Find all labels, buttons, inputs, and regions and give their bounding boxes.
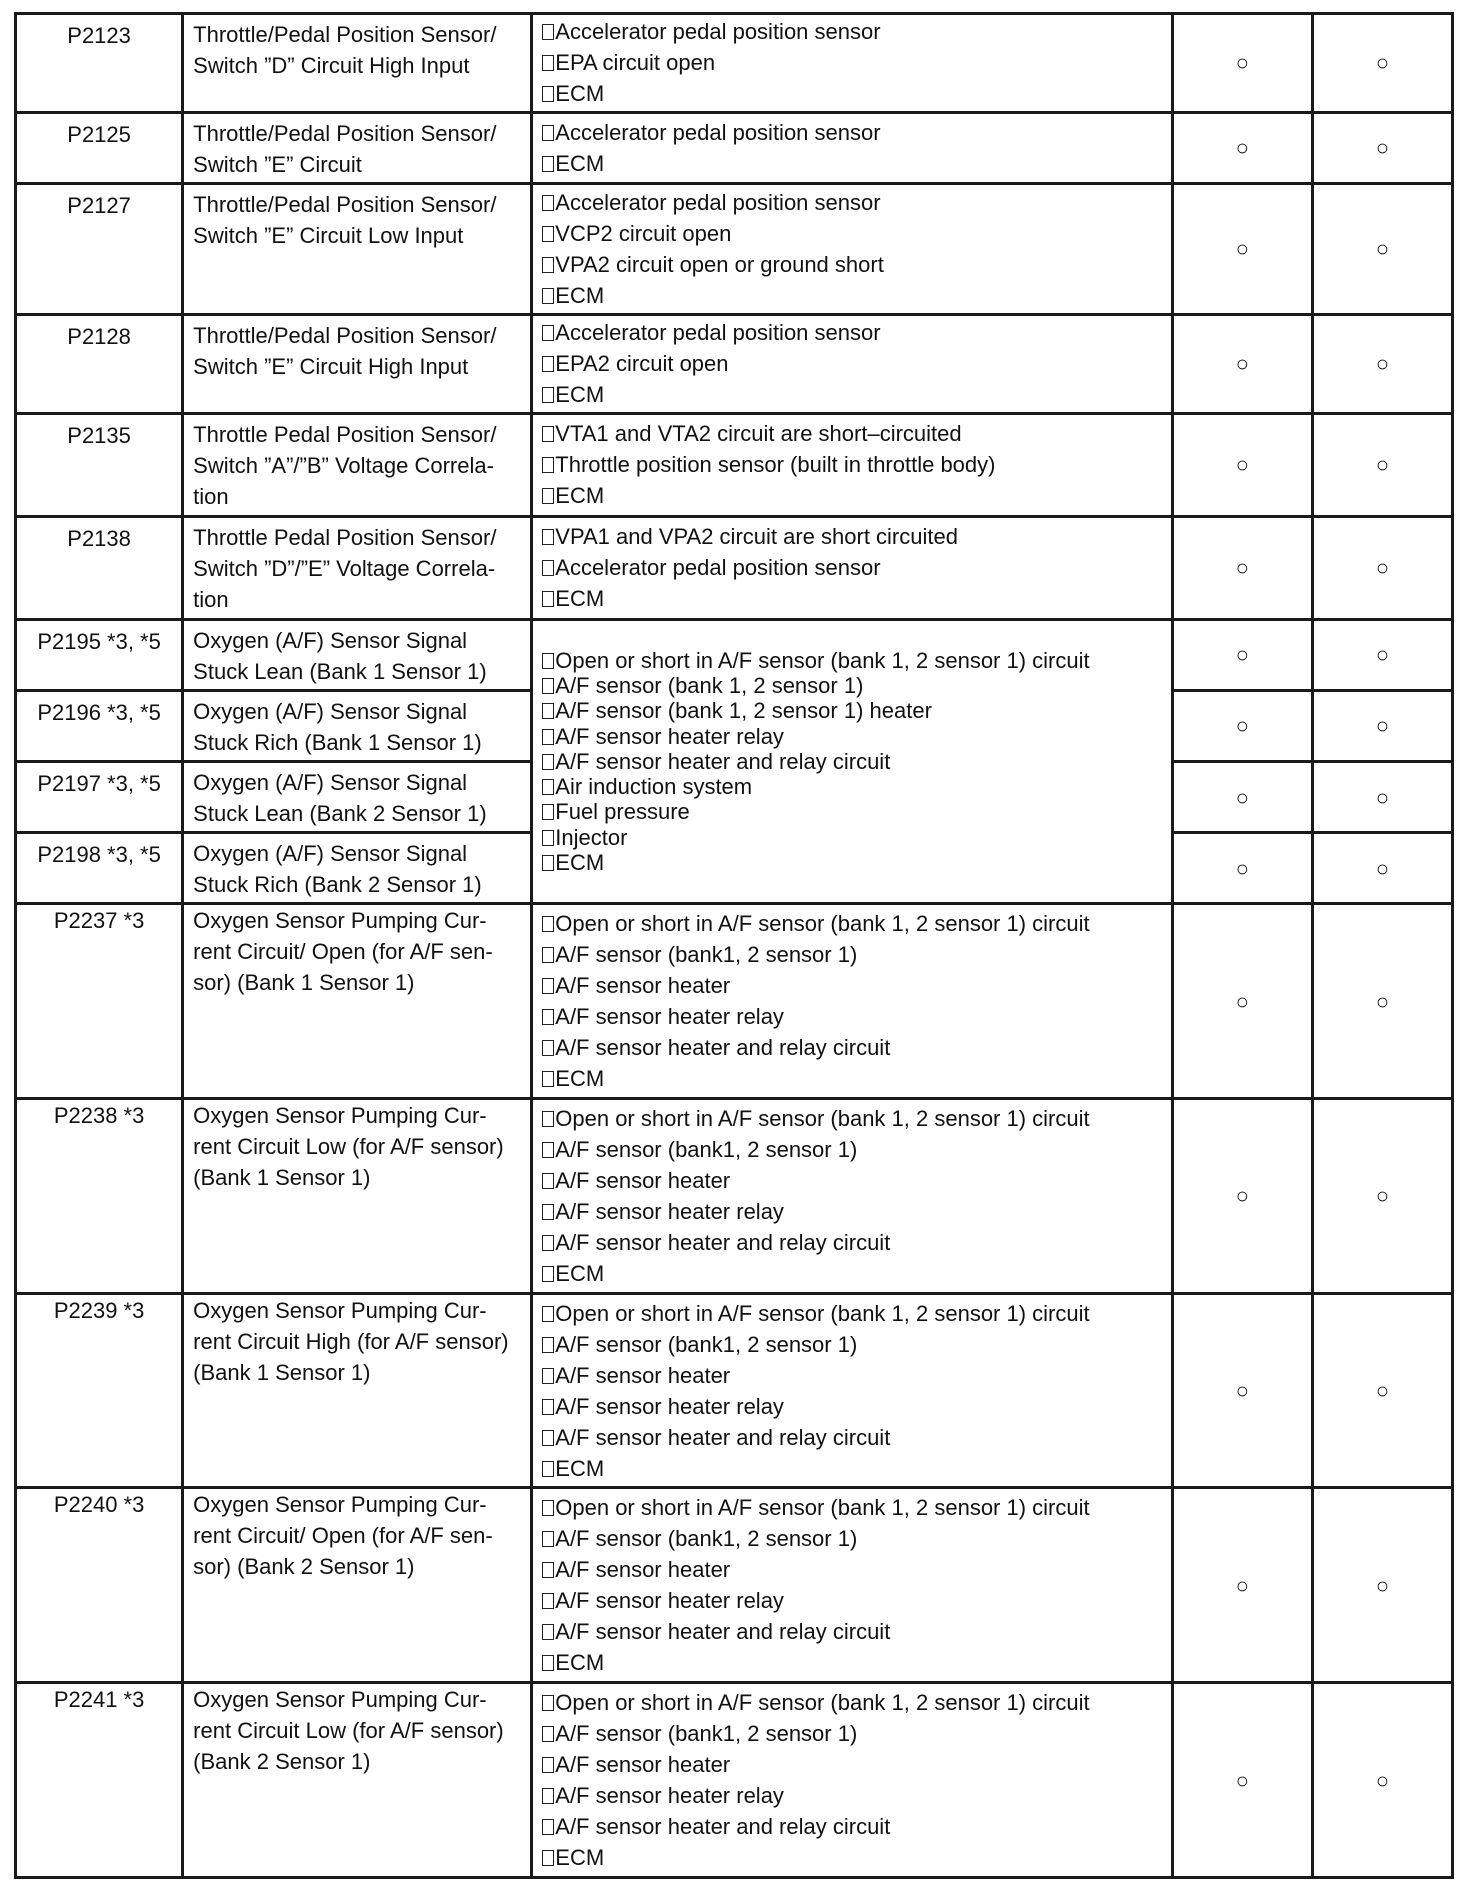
trouble-area-item: [542, 970, 1170, 1001]
detection-item-line: Oxygen Sensor Pumping Cur-: [193, 1492, 487, 1518]
trouble-area-text: A/F sensor (bank 1, 2 sensor 1): [555, 672, 864, 698]
checkbox-square-icon: [542, 488, 554, 504]
trouble-area-item: [542, 1554, 1170, 1585]
memory-circle-icon: ○: [1312, 1098, 1452, 1293]
table-row: [16, 1293, 1453, 1488]
trouble-area-item: [542, 850, 1170, 875]
dtc-table: [14, 12, 1454, 1879]
checkbox-square-icon: [542, 830, 554, 846]
mil-circle-icon: ○: [1172, 184, 1312, 315]
detection-item-line: Switch ”A”/”B” Voltage Correla-: [193, 452, 494, 478]
checkbox-square-icon: [542, 1788, 554, 1804]
mil-circle-icon: ○: [1172, 1293, 1312, 1488]
checkbox-square-icon: [542, 1655, 554, 1671]
detection-item: [183, 833, 532, 904]
checkbox-square-icon: [542, 703, 554, 719]
trouble-area-item: [542, 187, 1170, 218]
dtc-code: P2198 *3, *5: [16, 833, 183, 904]
mil-circle-icon: ○: [1172, 112, 1312, 183]
memory-circle-icon: ○: [1312, 833, 1452, 904]
checkbox-square-icon: [542, 1266, 554, 1282]
checkbox-square-icon: [542, 387, 554, 403]
mil-circle-icon: ○: [1172, 619, 1312, 690]
dtc-code: P2128: [16, 314, 183, 413]
trouble-area-text: A/F sensor heater relay: [555, 1004, 784, 1030]
detection-item-line: sor) (Bank 2 Sensor 1): [193, 1554, 415, 1580]
trouble-area-text: VPA2 circuit open or ground short: [555, 251, 884, 277]
trouble-area-text: Accelerator pedal position sensor: [555, 555, 881, 581]
checkbox-square-icon: [542, 1850, 554, 1866]
trouble-area-text: A/F sensor heater and relay circuit: [555, 748, 891, 774]
trouble-area: [532, 1098, 1172, 1293]
detection-item-line: rent Circuit High (for A/F sensor): [193, 1328, 509, 1354]
trouble-area-item: [542, 1298, 1170, 1329]
trouble-area-item: [542, 1063, 1170, 1094]
detection-item-line: Oxygen Sensor Pumping Cur-: [193, 1102, 487, 1128]
table-row: [16, 14, 1453, 113]
table-row: [16, 1683, 1453, 1878]
trouble-area-text: Accelerator pedal position sensor: [555, 19, 881, 45]
trouble-area: [532, 112, 1172, 183]
mil-circle-icon: ○: [1172, 413, 1312, 516]
checkbox-square-icon: [542, 1531, 554, 1547]
memory-circle-icon: ○: [1312, 14, 1452, 113]
trouble-area-text: A/F sensor (bank1, 2 sensor 1): [555, 942, 858, 968]
checkbox-square-icon: [542, 1726, 554, 1742]
trouble-area-text: A/F sensor (bank1, 2 sensor 1): [555, 1721, 858, 1747]
trouble-area-text: Accelerator pedal position sensor: [555, 119, 881, 145]
trouble-area-text: Air induction system: [555, 774, 753, 800]
detection-item: [183, 314, 532, 413]
dtc-code: P2195 *3, *5: [16, 619, 183, 690]
trouble-area-text: A/F sensor heater and relay circuit: [555, 1814, 891, 1840]
trouble-area-text: A/F sensor heater relay: [555, 1588, 784, 1614]
checkbox-square-icon: [542, 529, 554, 545]
memory-circle-icon: ○: [1312, 904, 1452, 1099]
trouble-area-item: [542, 1718, 1170, 1749]
trouble-area-item: [542, 799, 1170, 824]
detection-item-line: sor) (Bank 1 Sensor 1): [193, 970, 415, 996]
trouble-area-item: [542, 1329, 1170, 1360]
dtc-code: P2135: [16, 413, 183, 516]
memory-circle-icon: ○: [1312, 1683, 1452, 1878]
mil-circle-icon: ○: [1172, 1683, 1312, 1878]
detection-item-line: Switch ”E” Circuit: [193, 151, 362, 177]
detection-item-line: Oxygen (A/F) Sensor Signal: [193, 627, 468, 653]
detection-item: [183, 1293, 532, 1488]
trouble-area-item: [542, 480, 1170, 511]
detection-item-line: rent Circuit Low (for A/F sensor): [193, 1133, 504, 1159]
mil-circle-icon: ○: [1172, 904, 1312, 1099]
trouble-area-text: A/F sensor heater: [555, 1167, 731, 1193]
trouble-area: [532, 14, 1172, 113]
trouble-area-item: [542, 1227, 1170, 1258]
detection-item-line: Switch ”E” Circuit High Input: [193, 353, 469, 379]
memory-circle-icon: ○: [1312, 516, 1452, 619]
mil-circle-icon: ○: [1172, 690, 1312, 761]
detection-item: [183, 516, 532, 619]
trouble-area-item: [542, 280, 1170, 311]
memory-circle-icon: ○: [1312, 413, 1452, 516]
checkbox-square-icon: [542, 560, 554, 576]
trouble-area-item: [542, 1749, 1170, 1780]
trouble-area-item: [542, 218, 1170, 249]
trouble-area-item: [542, 249, 1170, 280]
trouble-area-item: [542, 1422, 1170, 1453]
trouble-area-text: A/F sensor heater and relay circuit: [555, 1424, 891, 1450]
checkbox-square-icon: [542, 1204, 554, 1220]
trouble-area-text: EPA circuit open: [555, 50, 716, 76]
trouble-area-item: [542, 724, 1170, 749]
trouble-area-item: [542, 1453, 1170, 1484]
checkbox-square-icon: [542, 678, 554, 694]
trouble-area-item: [542, 379, 1170, 410]
trouble-area-item: [542, 1523, 1170, 1554]
detection-item-line: Stuck Lean (Bank 1 Sensor 1): [193, 658, 487, 684]
trouble-area-item: [542, 418, 1170, 449]
detection-item-line: Throttle/Pedal Position Sensor/: [193, 22, 497, 47]
checkbox-square-icon: [542, 257, 554, 273]
trouble-area-text: A/F sensor heater and relay circuit: [555, 1229, 891, 1255]
trouble-area-text: ECM: [555, 850, 605, 876]
trouble-area-text: Accelerator pedal position sensor: [555, 320, 881, 346]
checkbox-square-icon: [542, 729, 554, 745]
detection-item: [183, 184, 532, 315]
trouble-area-item: [542, 1780, 1170, 1811]
memory-circle-icon: ○: [1312, 1293, 1452, 1488]
trouble-area-item: [542, 774, 1170, 799]
checkbox-square-icon: [542, 653, 554, 669]
checkbox-square-icon: [542, 55, 554, 71]
trouble-area: [532, 1488, 1172, 1683]
trouble-area: [532, 314, 1172, 413]
table-row: [16, 619, 1453, 690]
trouble-area-item: [542, 1616, 1170, 1647]
trouble-area-text: ECM: [555, 1260, 605, 1286]
trouble-area-text: Open or short in A/F sensor (bank 1, 2 sensor 1) circuit: [555, 1495, 1090, 1521]
checkbox-square-icon: [542, 978, 554, 994]
trouble-area-text: A/F sensor (bank 1, 2 sensor 1) heater: [555, 698, 932, 724]
mil-circle-icon: ○: [1172, 14, 1312, 113]
checkbox-square-icon: [542, 1399, 554, 1415]
trouble-area-text: A/F sensor heater: [555, 1752, 731, 1778]
checkbox-square-icon: [542, 426, 554, 442]
trouble-area-item: [542, 1842, 1170, 1873]
checkbox-square-icon: [542, 591, 554, 607]
trouble-area-item: [542, 1360, 1170, 1391]
detection-item-line: Throttle/Pedal Position Sensor/: [193, 322, 497, 348]
mil-circle-icon: ○: [1172, 833, 1312, 904]
checkbox-square-icon: [542, 1562, 554, 1578]
detection-item: [183, 904, 532, 1099]
trouble-area-text: ECM: [555, 81, 605, 107]
checkbox-square-icon: [542, 1500, 554, 1516]
mil-circle-icon: ○: [1172, 1098, 1312, 1293]
dtc-code: P2123: [16, 14, 183, 113]
detection-item-line: rent Circuit/ Open (for A/F sen-: [193, 939, 493, 965]
checkbox-square-icon: [542, 24, 554, 40]
dtc-table-body: [16, 14, 1453, 1878]
trouble-area: [532, 413, 1172, 516]
trouble-area-item: [542, 1811, 1170, 1842]
table-row: [16, 904, 1453, 1099]
trouble-area-item: [542, 698, 1170, 723]
detection-item-line: Stuck Lean (Bank 2 Sensor 1): [193, 801, 487, 827]
trouble-area-text: ECM: [555, 282, 605, 308]
checkbox-square-icon: [542, 1009, 554, 1025]
trouble-area-text: ECM: [555, 1455, 605, 1481]
detection-item-line: Throttle/Pedal Position Sensor/: [193, 120, 497, 146]
trouble-area-text: ECM: [555, 1650, 605, 1676]
dtc-code: P2127: [16, 184, 183, 315]
dtc-code: P2237 *3: [16, 904, 183, 1099]
detection-item-line: rent Circuit/ Open (for A/F sen-: [193, 1523, 493, 1549]
detection-item-line: Switch ”D” Circuit High Input: [193, 53, 470, 78]
trouble-area-item: [542, 1134, 1170, 1165]
detection-item-line: (Bank 2 Sensor 1): [193, 1749, 371, 1775]
trouble-area: [532, 619, 1172, 903]
trouble-area-text: Fuel pressure: [555, 799, 690, 825]
detection-item-line: (Bank 1 Sensor 1): [193, 1359, 371, 1385]
trouble-area-text: ECM: [555, 483, 605, 509]
trouble-area-text: ECM: [555, 150, 605, 176]
checkbox-square-icon: [542, 288, 554, 304]
checkbox-square-icon: [542, 1071, 554, 1087]
trouble-area-item: [542, 1032, 1170, 1063]
trouble-area-item: [542, 348, 1170, 379]
trouble-area-item: [542, 16, 1170, 47]
trouble-area-text: Open or short in A/F sensor (bank 1, 2 sensor 1) circuit: [555, 1300, 1090, 1326]
detection-item: [183, 619, 532, 690]
checkbox-square-icon: [542, 1624, 554, 1640]
trouble-area-item: [542, 1165, 1170, 1196]
checkbox-square-icon: [542, 457, 554, 473]
detection-item-line: Oxygen (A/F) Sensor Signal: [193, 841, 468, 867]
checkbox-square-icon: [542, 1306, 554, 1322]
dtc-code: P2125: [16, 112, 183, 183]
table-row: [16, 184, 1453, 315]
trouble-area-text: Open or short in A/F sensor (bank 1, 2 sensor 1) circuit: [555, 647, 1090, 673]
detection-item: [183, 762, 532, 833]
trouble-area-text: A/F sensor (bank1, 2 sensor 1): [555, 1136, 858, 1162]
table-row: [16, 1488, 1453, 1683]
detection-item-line: Throttle Pedal Position Sensor/: [193, 421, 497, 447]
detection-item: [183, 112, 532, 183]
trouble-area: [532, 904, 1172, 1099]
detection-item: [183, 1098, 532, 1293]
checkbox-square-icon: [542, 1819, 554, 1835]
detection-item-line: Throttle/Pedal Position Sensor/: [193, 192, 497, 217]
trouble-area-item: [542, 148, 1170, 179]
table-row: [16, 516, 1453, 619]
trouble-area-text: A/F sensor heater relay: [555, 723, 784, 749]
checkbox-square-icon: [542, 156, 554, 172]
checkbox-square-icon: [542, 916, 554, 932]
detection-item: [183, 14, 532, 113]
detection-item-line: Stuck Rich (Bank 1 Sensor 1): [193, 729, 482, 755]
checkbox-square-icon: [542, 125, 554, 141]
trouble-area-text: Injector: [555, 824, 628, 850]
checkbox-square-icon: [542, 1337, 554, 1353]
trouble-area-text: A/F sensor (bank1, 2 sensor 1): [555, 1526, 858, 1552]
checkbox-square-icon: [542, 1173, 554, 1189]
trouble-area-text: Open or short in A/F sensor (bank 1, 2 sensor 1) circuit: [555, 1690, 1090, 1716]
trouble-area-text: A/F sensor (bank1, 2 sensor 1): [555, 1331, 858, 1357]
detection-item-line: tion: [193, 483, 229, 509]
trouble-area-text: Open or short in A/F sensor (bank 1, 2 sensor 1) circuit: [555, 1105, 1090, 1131]
trouble-area-text: A/F sensor heater relay: [555, 1198, 784, 1224]
checkbox-square-icon: [542, 226, 554, 242]
trouble-area-item: [542, 317, 1170, 348]
trouble-area-text: A/F sensor heater relay: [555, 1783, 784, 1809]
trouble-area-item: [542, 1001, 1170, 1032]
checkbox-square-icon: [542, 1461, 554, 1477]
checkbox-square-icon: [542, 356, 554, 372]
checkbox-square-icon: [542, 195, 554, 211]
detection-item-line: Oxygen (A/F) Sensor Signal: [193, 698, 468, 724]
checkbox-square-icon: [542, 86, 554, 102]
memory-circle-icon: ○: [1312, 112, 1452, 183]
trouble-area-text: VCP2 circuit open: [555, 220, 732, 246]
memory-circle-icon: ○: [1312, 184, 1452, 315]
table-row: [16, 1098, 1453, 1293]
dtc-code: P2196 *3, *5: [16, 690, 183, 761]
checkbox-square-icon: [542, 325, 554, 341]
checkbox-square-icon: [542, 779, 554, 795]
memory-circle-icon: ○: [1312, 1488, 1452, 1683]
trouble-area-text: ECM: [555, 1066, 605, 1092]
trouble-area-text: A/F sensor heater and relay circuit: [555, 1035, 891, 1061]
trouble-area-text: ECM: [555, 1845, 605, 1871]
checkbox-square-icon: [542, 1757, 554, 1773]
detection-item-line: Switch ”E” Circuit Low Input: [193, 223, 464, 248]
trouble-area-text: Throttle position sensor (built in throttle body): [555, 452, 996, 478]
trouble-area-text: ECM: [555, 586, 605, 612]
trouble-area-item: [542, 47, 1170, 78]
checkbox-square-icon: [542, 1695, 554, 1711]
trouble-area-item: [542, 939, 1170, 970]
trouble-area-text: A/F sensor heater: [555, 973, 731, 999]
detection-item-line: (Bank 1 Sensor 1): [193, 1164, 371, 1190]
trouble-area-item: [542, 552, 1170, 583]
mil-circle-icon: ○: [1172, 1488, 1312, 1683]
trouble-area-item: [542, 583, 1170, 614]
trouble-area-item: [542, 117, 1170, 148]
dtc-code: P2239 *3: [16, 1293, 183, 1488]
checkbox-square-icon: [542, 1111, 554, 1127]
trouble-area: [532, 1683, 1172, 1878]
table-row: [16, 413, 1453, 516]
memory-circle-icon: ○: [1312, 314, 1452, 413]
detection-item-line: tion: [193, 586, 229, 612]
checkbox-square-icon: [542, 1142, 554, 1158]
trouble-area: [532, 184, 1172, 315]
trouble-area-item: [542, 1687, 1170, 1718]
trouble-area-text: A/F sensor heater: [555, 1362, 731, 1388]
trouble-area-item: [542, 521, 1170, 552]
dtc-code: P2241 *3: [16, 1683, 183, 1878]
detection-item: [183, 690, 532, 761]
checkbox-square-icon: [542, 1430, 554, 1446]
detection-item-line: rent Circuit Low (for A/F sensor): [193, 1718, 504, 1744]
trouble-area-item: [542, 648, 1170, 673]
detection-item: [183, 1488, 532, 1683]
detection-item-line: Oxygen Sensor Pumping Cur-: [193, 1297, 487, 1323]
trouble-area-text: A/F sensor heater relay: [555, 1393, 784, 1419]
detection-item-line: Oxygen Sensor Pumping Cur-: [193, 908, 487, 934]
trouble-area-item: [542, 908, 1170, 939]
trouble-area-item: [542, 1103, 1170, 1134]
trouble-area-text: VPA1 and VPA2 circuit are short circuited: [555, 524, 958, 550]
trouble-area-item: [542, 1585, 1170, 1616]
trouble-area-item: [542, 1196, 1170, 1227]
dtc-code: P2197 *3, *5: [16, 762, 183, 833]
mil-circle-icon: ○: [1172, 314, 1312, 413]
memory-circle-icon: ○: [1312, 690, 1452, 761]
trouble-area-text: EPA2 circuit open: [555, 351, 729, 377]
checkbox-square-icon: [542, 804, 554, 820]
trouble-area: [532, 1293, 1172, 1488]
checkbox-square-icon: [542, 1368, 554, 1384]
trouble-area-text: Open or short in A/F sensor (bank 1, 2 sensor 1) circuit: [555, 911, 1090, 937]
detection-item-line: Switch ”D”/”E” Voltage Correla-: [193, 555, 496, 581]
detection-item-line: Oxygen (A/F) Sensor Signal: [193, 770, 468, 796]
memory-circle-icon: ○: [1312, 762, 1452, 833]
table-row: [16, 112, 1453, 183]
trouble-area-item: [542, 1647, 1170, 1678]
trouble-area-item: [542, 673, 1170, 698]
table-row: [16, 314, 1453, 413]
checkbox-square-icon: [542, 947, 554, 963]
detection-item-line: Stuck Rich (Bank 2 Sensor 1): [193, 872, 482, 898]
trouble-area-item: [542, 1391, 1170, 1422]
trouble-area: [532, 516, 1172, 619]
detection-item: [183, 1683, 532, 1878]
checkbox-square-icon: [542, 1235, 554, 1251]
checkbox-square-icon: [542, 855, 554, 871]
dtc-code: P2138: [16, 516, 183, 619]
detection-item-line: Throttle Pedal Position Sensor/: [193, 524, 497, 550]
trouble-area-item: [542, 449, 1170, 480]
trouble-area-item: [542, 1492, 1170, 1523]
trouble-area-item: [542, 749, 1170, 774]
dtc-code: P2238 *3: [16, 1098, 183, 1293]
checkbox-square-icon: [542, 754, 554, 770]
checkbox-square-icon: [542, 1593, 554, 1609]
dtc-code: P2240 *3: [16, 1488, 183, 1683]
memory-circle-icon: ○: [1312, 619, 1452, 690]
trouble-area-text: ECM: [555, 382, 605, 408]
mil-circle-icon: ○: [1172, 762, 1312, 833]
trouble-area-text: VTA1 and VTA2 circuit are short–circuited: [555, 421, 962, 447]
trouble-area-text: Accelerator pedal position sensor: [555, 189, 881, 215]
mil-circle-icon: ○: [1172, 516, 1312, 619]
trouble-area-item: [542, 78, 1170, 109]
detection-item: [183, 413, 532, 516]
trouble-area-item: [542, 1258, 1170, 1289]
trouble-area-text: A/F sensor heater: [555, 1557, 731, 1583]
detection-item-line: Oxygen Sensor Pumping Cur-: [193, 1687, 487, 1713]
trouble-area-text: A/F sensor heater and relay circuit: [555, 1619, 891, 1645]
trouble-area-item: [542, 825, 1170, 850]
checkbox-square-icon: [542, 1040, 554, 1056]
